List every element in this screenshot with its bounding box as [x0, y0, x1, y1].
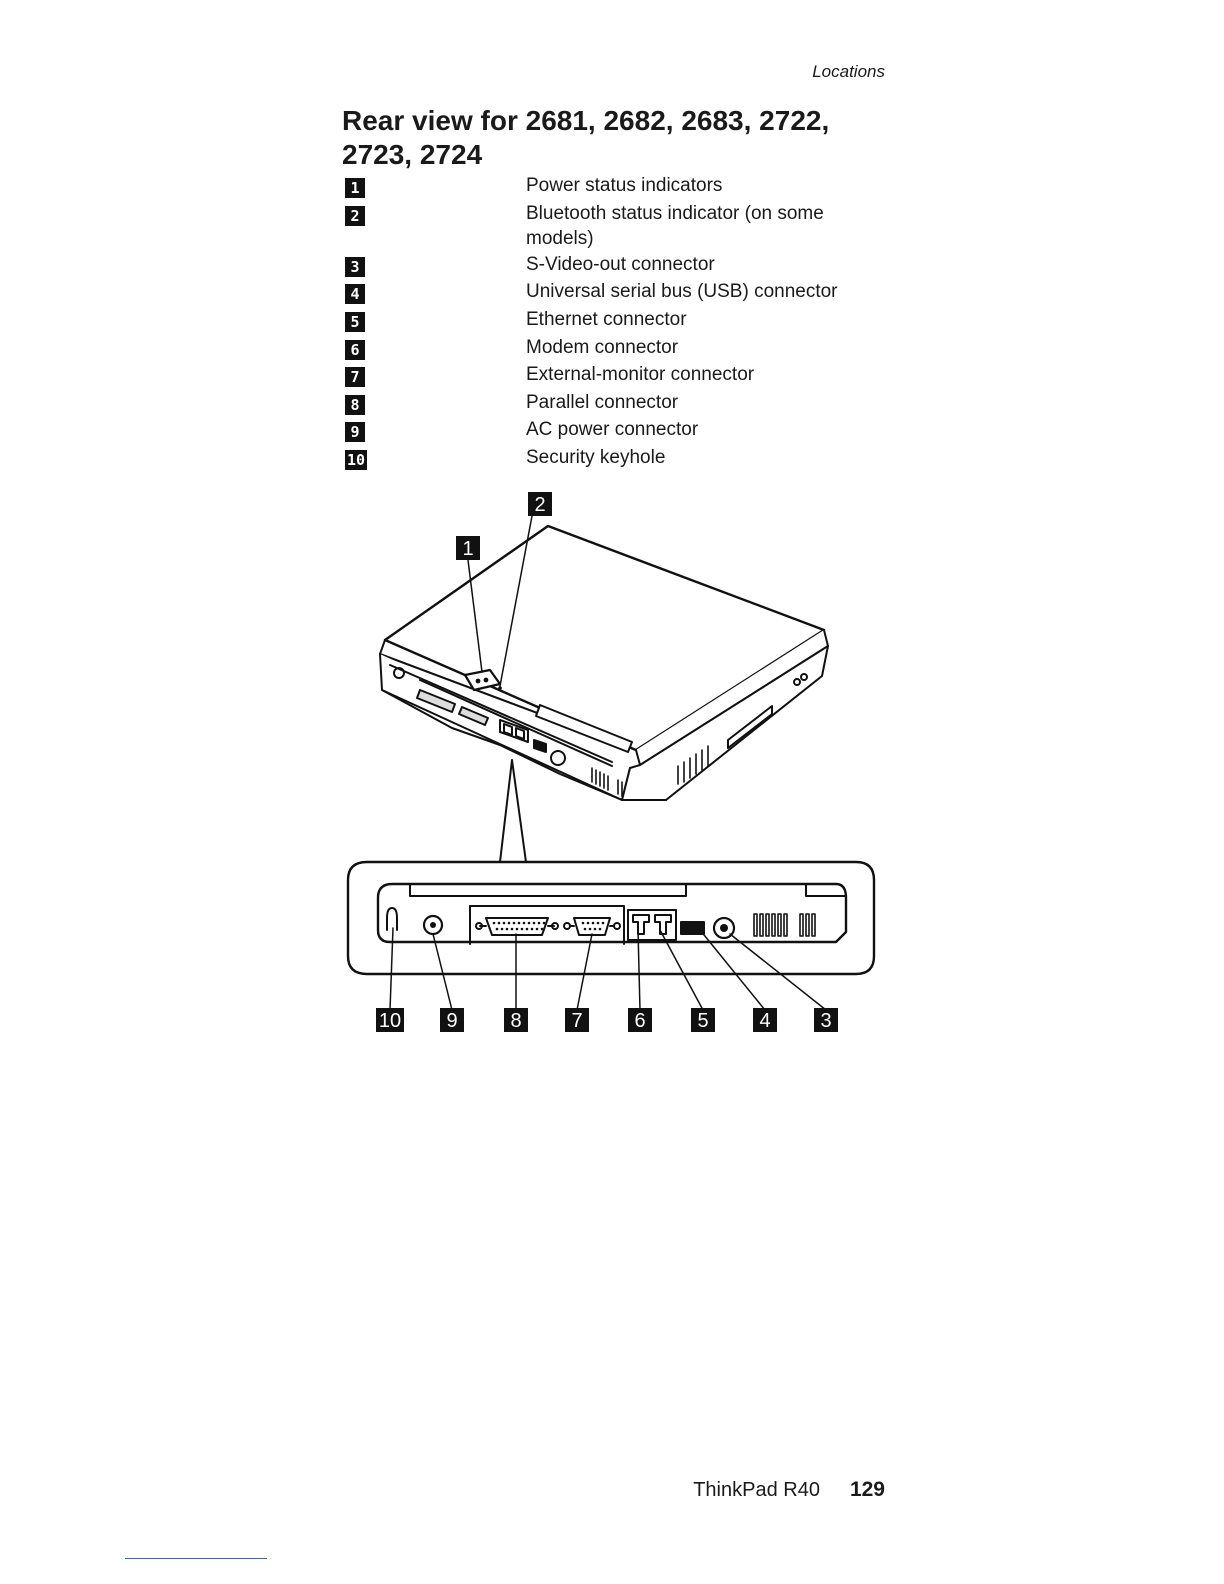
legend-label: Modem connector [526, 336, 679, 358]
legend-label: External-monitor connector [526, 364, 755, 386]
callout-badge: 10 [347, 450, 366, 469]
running-head: Locations [812, 62, 885, 81]
legend-label: Ethernet connector [526, 308, 687, 330]
book-title: ThinkPad R40 [693, 1479, 820, 1501]
page-title: Rear view for 2681, 2682, 2683, 2722, 2723, 2724 [342, 105, 830, 170]
callout-badge: 5 [345, 312, 365, 332]
legend-label: Parallel connector [526, 391, 679, 413]
callout-badge: 9 [345, 422, 365, 442]
legend-label: Security keyhole [526, 446, 666, 468]
figure-callout-label: 5 [697, 1010, 709, 1032]
callout-badge: 1 [345, 178, 365, 198]
figure-callout-label: 4 [759, 1010, 771, 1032]
figure-callout-label: 2 [534, 494, 546, 516]
vent-grille [754, 914, 815, 936]
page-number: 129 [849, 1478, 885, 1501]
figure-callout-label: 1 [462, 538, 474, 560]
legend-label: Bluetooth status indicator (on some models) [526, 202, 824, 250]
callout-badge: 6 [345, 340, 365, 360]
figure-callout-label: 10 [378, 1010, 402, 1032]
legend-label: Power status indicators [526, 175, 723, 196]
callout-badge: 2 [345, 206, 365, 226]
external-monitor-connector [564, 918, 620, 935]
laptop-illustration [380, 516, 828, 862]
callout-badge: 4 [345, 284, 365, 304]
parallel-connector [476, 918, 558, 935]
figure-callout-label: 9 [446, 1010, 458, 1032]
callout-badge: 7 [345, 367, 365, 387]
legend-label: S-Video-out connector [526, 253, 715, 275]
legend-label: AC power connector [526, 419, 699, 441]
legend-label: Universal serial bus (USB) connector [526, 281, 838, 303]
rear-panel-detail [348, 862, 874, 1010]
bottom-leader-lines [390, 928, 826, 1010]
callout-badge: 3 [345, 257, 365, 277]
figure-callout-label: 7 [571, 1010, 583, 1032]
figure-callout-label: 3 [820, 1010, 832, 1032]
figure-callout-label: 8 [510, 1010, 522, 1032]
security-keyhole [387, 908, 397, 930]
zoom-pointer [500, 760, 526, 862]
figure-callout-label: 6 [634, 1010, 646, 1032]
usb-connector [681, 922, 704, 934]
page-footer [693, 1478, 885, 1502]
footnote-rule [125, 1558, 267, 1559]
modem-ethernet-connectors [628, 910, 676, 940]
callout-badge: 8 [345, 395, 365, 415]
